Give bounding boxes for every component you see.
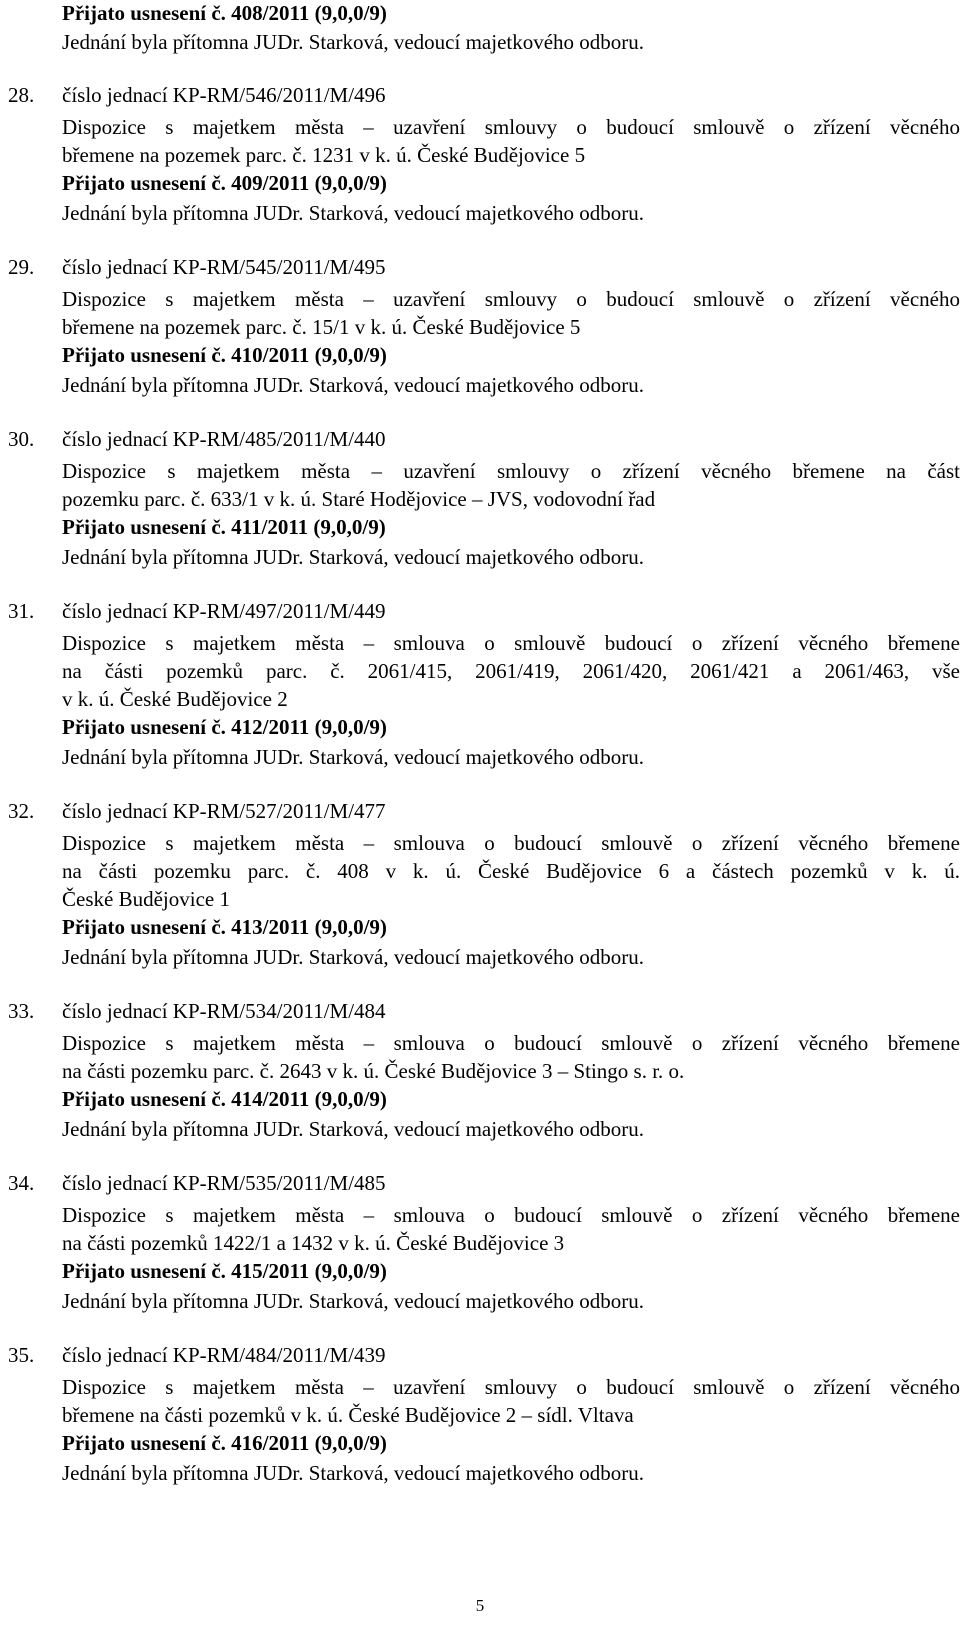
attendance-line: Jednání byla přítomna JUDr. Starková, vedoucí majetkového odboru. [62,1461,645,1485]
resolution-line: Přijato usnesení č. 413/2011 (9,0,0/9) [62,915,387,939]
item-reference: číslo jednací KP-RM/497/2011/M/449 [62,599,386,623]
resolution-line: Přijato usnesení č. 408/2011 (9,0,0/9) [62,1,387,25]
item-reference: číslo jednací KP-RM/545/2011/M/495 [62,255,386,279]
attendance-line: Jednání byla přítomna JUDr. Starková, vedoucí majetkového odboru. [62,745,645,769]
item-number: 29. [8,255,35,279]
item-description-line: Dispozice s majetkem města – smlouva o budoucí smlouvě o zřízení věcného břemene [62,1031,960,1055]
item-number: 35. [8,1343,35,1367]
item-description-line: na části pozemku parc. č. 2643 v k. ú. České Budějovice 3 – Stingo s. r. o. [62,1059,685,1083]
item-description-line: Dispozice s majetkem města – uzavření smlouvy o budoucí smlouvě o zřízení věcného [62,287,960,311]
item-description-line: břemene na části pozemků v k. ú. České Budějovice 2 – sídl. Vltava [62,1403,634,1427]
item-description-line: Dispozice s majetkem města – uzavření smlouvy o budoucí smlouvě o zřízení věcného [62,1375,960,1399]
item-reference: číslo jednací KP-RM/484/2011/M/439 [62,1343,386,1367]
attendance-line: Jednání byla přítomna JUDr. Starková, vedoucí majetkového odboru. [62,545,645,569]
resolution-line: Přijato usnesení č. 412/2011 (9,0,0/9) [62,715,387,739]
item-reference: číslo jednací KP-RM/485/2011/M/440 [62,427,386,451]
resolution-line: Přijato usnesení č. 409/2011 (9,0,0/9) [62,171,387,195]
resolution-line: Přijato usnesení č. 415/2011 (9,0,0/9) [62,1259,387,1283]
item-reference: číslo jednací KP-RM/527/2011/M/477 [62,799,386,823]
item-number: 32. [8,799,35,823]
attendance-line: Jednání byla přítomna JUDr. Starková, vedoucí majetkového odboru. [62,1289,645,1313]
attendance-line: Jednání byla přítomna JUDr. Starková, vedoucí majetkového odboru. [62,945,645,969]
item-description-line: na části pozemků parc. č. 2061/415, 2061/419, 2061/420, 2061/421 a 2061/463, vše [62,659,960,683]
attendance-line: Jednání byla přítomna JUDr. Starková, vedoucí majetkového odboru. [62,201,645,225]
item-description-line: břemene na pozemek parc. č. 1231 v k. ú. České Budějovice 5 [62,143,586,167]
item-description-line: Dispozice s majetkem města – uzavření smlouvy o zřízení věcného břemene na část [62,459,960,483]
item-reference: číslo jednací KP-RM/535/2011/M/485 [62,1171,386,1195]
resolution-line: Přijato usnesení č. 414/2011 (9,0,0/9) [62,1087,387,1111]
item-number: 30. [8,427,35,451]
resolution-line: Přijato usnesení č. 416/2011 (9,0,0/9) [62,1431,387,1455]
attendance-line: Jednání byla přítomna JUDr. Starková, vedoucí majetkového odboru. [62,30,645,54]
item-number: 31. [8,599,35,623]
item-description-line: České Budějovice 1 [62,887,230,911]
item-reference: číslo jednací KP-RM/534/2011/M/484 [62,999,386,1023]
item-description-line: Dispozice s majetkem města – smlouva o budoucí smlouvě o zřízení věcného břemene [62,831,960,855]
item-description-line: v k. ú. České Budějovice 2 [62,687,288,711]
item-description-line: Dispozice s majetkem města – smlouva o budoucí smlouvě o zřízení věcného břemene [62,1203,960,1227]
item-description-line: břemene na pozemek parc. č. 15/1 v k. ú. České Budějovice 5 [62,315,581,339]
item-description-line: Dispozice s majetkem města – uzavření smlouvy o budoucí smlouvě o zřízení věcného [62,115,960,139]
resolution-line: Přijato usnesení č. 411/2011 (9,0,0/9) [62,515,386,539]
page-number: 5 [475,1596,485,1615]
item-number: 34. [8,1171,35,1195]
item-number: 28. [8,83,35,107]
item-description-line: Dispozice s majetkem města – smlouva o smlouvě budoucí o zřízení věcného břemene [62,631,960,655]
item-number: 33. [8,999,35,1023]
item-reference: číslo jednací KP-RM/546/2011/M/496 [62,83,386,107]
item-description-line: na části pozemku parc. č. 408 v k. ú. České Budějovice 6 a částech pozemků v k. ú. [62,859,960,883]
item-description-line: pozemku parc. č. 633/1 v k. ú. Staré Hodějovice – JVS, vodovodní řad [62,487,656,511]
attendance-line: Jednání byla přítomna JUDr. Starková, vedoucí majetkového odboru. [62,1117,645,1141]
attendance-line: Jednání byla přítomna JUDr. Starková, vedoucí majetkového odboru. [62,373,645,397]
item-description-line: na části pozemků 1422/1 a 1432 v k. ú. České Budějovice 3 [62,1231,565,1255]
resolution-line: Přijato usnesení č. 410/2011 (9,0,0/9) [62,343,387,367]
